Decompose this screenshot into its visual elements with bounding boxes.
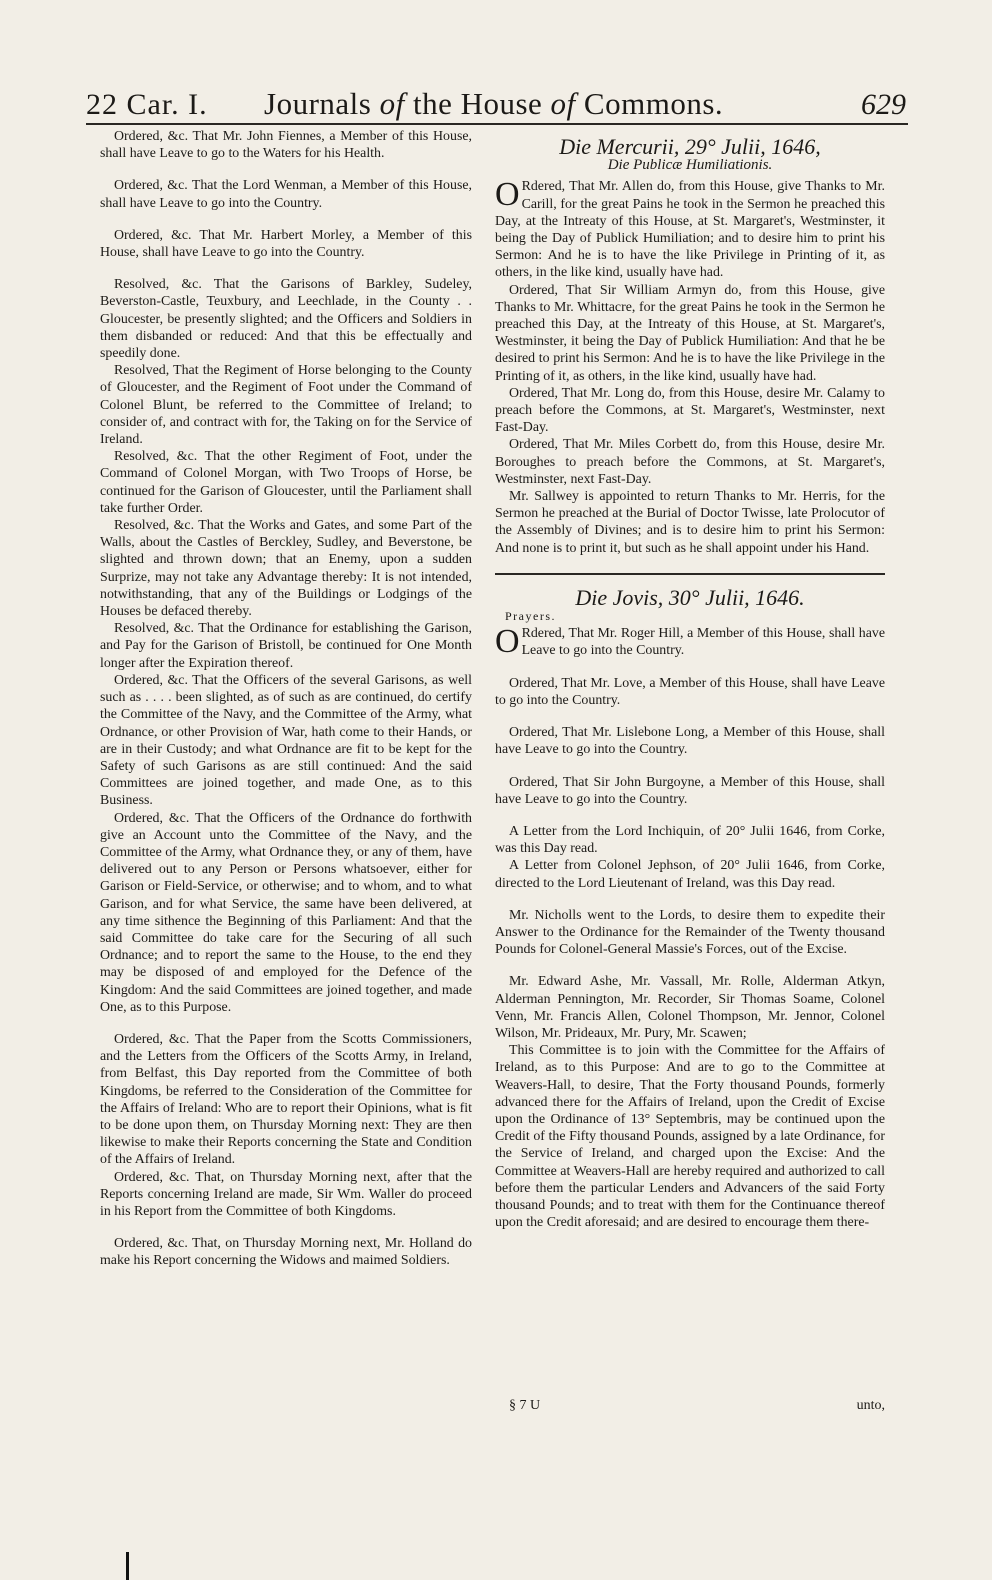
journal-title: Journals of the House of Commons. <box>264 86 724 121</box>
drop-cap: O <box>495 623 520 661</box>
date-heading-mercurii: Die Mercurii, 29° Julii, 1646, <box>559 134 821 159</box>
page-edge-mark <box>126 1552 129 1580</box>
entry-lislebone-long: Ordered, That Mr. Lislebone Long, a Member of this House, shall have Leave to go into the Country. <box>495 725 885 758</box>
entry-armyn-whittacre: Ordered, That Sir William Armyn do, from this House, give Thanks to Mr. Whittacre, for the great Pains he took in the Sermon he preached this Day, at the Intreaty of this House, at St. Margaret's, Westminster, it being the Day of Publick Humiliation: And that he be desired to print his Sermon: And he is to have the like Privilege in the Printing of it, as others, in the like kind, usually have had. <box>495 282 885 384</box>
entry-long-calamy: Ordered, That Mr. Long do, from this House, desire Mr. Calamy to preach before the Commons, at St. Margaret's, Westminster, next Fast-Day. <box>495 385 885 436</box>
signature-mark: § 7 U <box>509 1398 541 1413</box>
entry-committee-ireland: This Committee is to join with the Committee for the Affairs of Ireland, as to this Purpose: And are to go to the Committee at Weavers-Hall, to desire, That the Forty thousand Pounds, formerly advanced there for the Affairs of Ireland, upon the Credit of Excise upon the Ordinance of 13° Septembris, may be continued upon the Credit of the Fifty thousand Pounds, assigned by a late Ordinance, for the Service of Ireland, and charged upon the Excise: And the Committee at Weavers-Hall are hereby required and authorized to call before them the particular Lenders and Advancers of the said Forty thousand Pounds; and to treat with them for the Continuance thereof upon the Credit aforesaid; and are desired to encourage them there- <box>495 1043 885 1231</box>
catchword: unto, <box>856 1398 885 1413</box>
entry-committee-names: Mr. Edward Ashe, Mr. Vassall, Mr. Rolle, Alderman Atkyn, Alderman Pennington, Mr. Recorder, Sir Thomas Soame, Colonel Venn, Mr. Francis Allen, Colonel Thompson, Mr. Jennor, Colonel Wilson, Mr. Prideaux, Mr. Pury, Mr. Scawen; <box>495 974 885 1041</box>
humiliation-subheading: Die Publicæ Humiliationis. <box>607 157 773 174</box>
regnal-year: 22 Car. I. <box>86 88 208 121</box>
left-column <box>100 128 472 1270</box>
entry-bristoll: Resolved, &c. That the Ordinance for establishing the Garison, and Pay for the Garison of Bristoll, be continued for One Month longer after the Expiration thereof. <box>100 621 472 671</box>
entry-works-gates: Resolved, &c. That the Works and Gates, and some Part of the Walls, about the Castles of Berckley, Sudley, and Beverstone, be slighted and thrown down; that an Enemy, upon a sudden Surprize, may not take any Advantage thereby: It is not intended, notwithstanding, that any of the Buildings or Lodgings of the Houses be defaced thereby. <box>100 518 472 620</box>
entry-love: Ordered, That Mr. Love, a Member of this House, shall have Leave to go into the Country. <box>495 675 885 708</box>
entry-regiment-horse: Resolved, That the Regiment of Horse belonging to the County of Gloucester, and the Regiment of Foot under the Command of Colonel Blunt, be referred to the Committee of Ireland; to consider of, and contract with for, the Taking on for the Service of Ireland. <box>100 363 472 448</box>
entry-morley: Ordered, &c. That Mr. Harbert Morley, a Member of this House, shall have Leave to go into the Country. <box>100 227 472 261</box>
section-rule <box>495 573 885 575</box>
entry-regiment-foot: Resolved, &c. That the other Regiment of Foot, under the Command of Colonel Morgan, with Two Troops of Horse, be continued for the Garison of Gloucester, until the Parliament shall take further Order. <box>100 449 472 516</box>
entry-allen-carill: O Rdered, That Mr. Allen do, from this House, give Thanks to Mr. Carill, for the great Pains he took in the Sermon he preached this Day, at the Intreaty of this House, at St. Margaret's, Westminster, it being the Day of Publick Humiliation; and to desire him to print his Sermon: And he is to have the like Privilege in Printing of it, as others, in the like kind, usually have had. <box>495 176 885 281</box>
entry-officers-ordnance: Ordered, &c. That the Officers of the Ordnance do forthwith give an Account unto the Committee of the Navy, and the Committee of the Army, what Ordnance they, or any of them, have delivered out to any Person or Persons whatsoever, either for Garison or Field-Service, or otherwise; and to whom, and to what Garison, and for what Service, the same have been delivered, at any time sithence the Beginning of this Parliament: And that the said Committee do take care for the Securing of all such Ordnance; and to report the same to the House, to the end they may be disposed of and employed for the Defence of the Kingdom: And the said Committees are joined together, and made One, as to this Purpose. <box>100 810 472 1015</box>
entry-officers-garisons: Ordered, &c. That the Officers of the several Garisons, as well such as . . . . been slighted, as of such as are continued, do certify the Committee of the Navy, and the Committee of the Army, what Ordnance, or other Provision of War, hath come to their Hands, or are in their Custody; and what Ordnance are fit to be kept for the Safety of such Garisons as are still continued: And the said Committees are joined together, and made One, as to this Business. <box>100 672 472 809</box>
date-heading-jovis: Die Jovis, 30° Julii, 1646. <box>575 584 805 610</box>
header-rule <box>86 123 908 125</box>
page-footer <box>495 1398 885 1418</box>
entry-fiennes: Ordered, &c. That Mr. John Fiennes, a Member of this House, shall have Leave to go to the Waters for his Health. <box>100 129 472 162</box>
right-column <box>495 128 885 1231</box>
entry-waller: Ordered, &c. That, on Thursday Morning next, after that the Reports concerning Ireland are made, Sir Wm. Waller do proceed in his Report from the Committee of both Kingdoms. <box>100 1169 472 1219</box>
running-header <box>86 86 906 126</box>
entry-nicholls: Mr. Nicholls went to the Lords, to desire them to expedite their Answer to the Ordinance for the Remainder of the Twenty thousand Pounds for Colonel-General Massie's Forces, out of the Excise. <box>495 907 885 958</box>
entry-letter-inchiquin: A Letter from the Lord Inchiquin, of 20° Julii 1646, from Corke, was this Day read. <box>495 823 885 857</box>
entry-letter-jephson: A Letter from Colonel Jephson, of 20° Julii 1646, from Corke, directed to the Lord Lieutenant of Ireland, was this Day read. <box>495 858 885 891</box>
drop-cap: O <box>495 176 520 214</box>
entry-wenman: Ordered, &c. That the Lord Wenman, a Member of this House, shall have Leave to go into the Country. <box>100 178 472 211</box>
entry-burgoyne: Ordered, That Sir John Burgoyne, a Member of this House, shall have Leave to go into the Country. <box>495 774 885 807</box>
entry-garisons-gloucester: Resolved, &c. That the Garisons of Barkley, Sudeley, Beverston-Castle, Teuxbury, and Leechlade, in the County . . Gloucester, be presently slighted; and the Officers and Soldiers in them disbanded or reduced: And that this be effectually and speedily done. <box>100 277 472 362</box>
entry-corbett-boroughes: Ordered, That Mr. Miles Corbett do, from this House, desire Mr. Boroughes to preach before the Commons, at St. Margaret's, Westminster, next Fast-Day. <box>495 437 885 487</box>
entry-scotts-paper: Ordered, &c. That the Paper from the Scotts Commissioners, and the Letters from the Officers of the Scotts Army, in Ireland, from Belfast, this Day reported from the Committee of both Kingdoms, be referred to the Consideration of the Committee for the Affairs of Ireland: Who are to report their Opinions, what is fit to be done upon them, on Thursday Morning next: They are then likewise to make their Reports concerning the State and Condition of the Affairs of Ireland. <box>100 1031 472 1168</box>
prayers-label: Prayers. <box>505 609 556 624</box>
page-number: 629 <box>861 88 906 121</box>
entry-holland: Ordered, &c. That, on Thursday Morning next, Mr. Holland do make his Report concerning the Widows and maimed Soldiers. <box>100 1236 472 1269</box>
entry-sallwey-herris: Mr. Sallwey is appointed to return Thanks to Mr. Herris, for the Sermon he preached at the Burial of Doctor Twisse, late Prolocutor of the Assembly of Divines; and is to desire him to print his Sermon: And none is to print it, but such as he shall appoint under his Hand. <box>495 489 885 556</box>
entry-roger-hill: O Rdered, That Mr. Roger Hill, a Member of this House, shall have Leave to go into the Country. <box>495 623 885 661</box>
